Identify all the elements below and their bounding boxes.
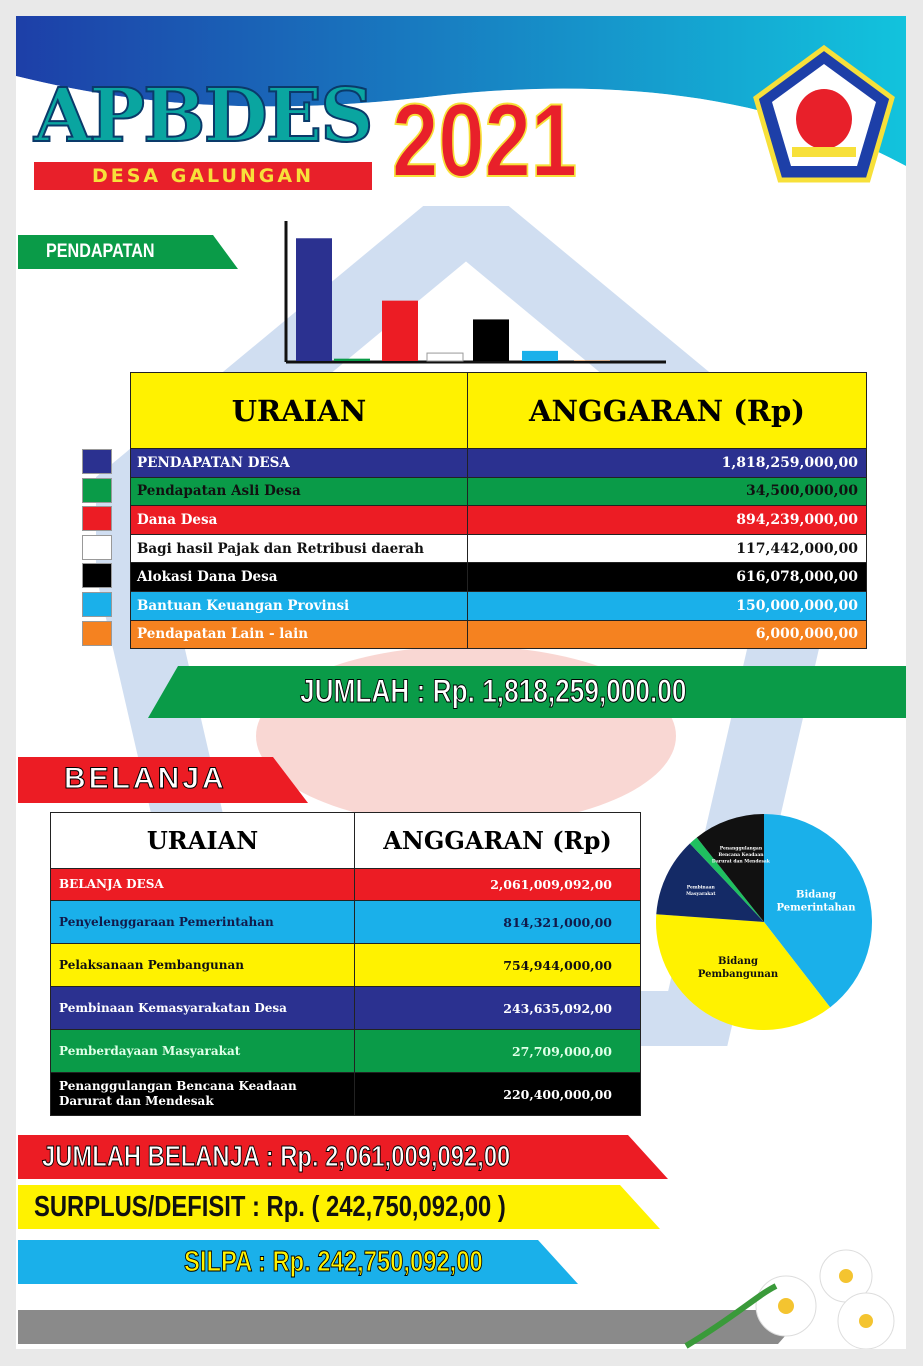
row-label: BELANJA DESA (51, 869, 355, 901)
poster (16, 16, 906, 1349)
row-label: Dana Desa (131, 506, 468, 535)
table-row (131, 591, 867, 620)
row-value: 814,321,000,00 (355, 901, 641, 944)
bar (382, 301, 418, 361)
legend-swatch (82, 535, 112, 560)
row-label: Bagi hasil Pajak dan Retribusi daerah (131, 534, 468, 563)
row-value: 616,078,000,00 (468, 563, 867, 592)
row-value: 2,061,009,092,00 (355, 869, 641, 901)
pendapatan-table (130, 372, 867, 649)
row-label: Bantuan Keuangan Provinsi (131, 591, 468, 620)
row-label: Pemberdayaan Masyarakat (51, 1030, 355, 1073)
row-label: PENDAPATAN DESA (131, 449, 468, 478)
table-row (131, 449, 867, 478)
table-row (131, 506, 867, 535)
row-label: Penyelenggaraan Pemerintahan (51, 901, 355, 944)
row-label: Pendapatan Lain - lain (131, 620, 468, 649)
table-row (51, 944, 641, 987)
legend-swatch (82, 621, 112, 646)
belanja-total: JUMLAH BELANJA : Rp. 2,061,009,092,00 (42, 1141, 511, 1173)
row-value: 894,239,000,00 (468, 506, 867, 535)
belanja-table (50, 812, 641, 1116)
legend-swatch (82, 478, 112, 503)
col-anggaran: ANGGARAN (Rp) (355, 813, 641, 869)
table-row (51, 1073, 641, 1116)
row-label: Pembinaan Kemasyarakatan Desa (51, 987, 355, 1030)
table-row (51, 869, 641, 901)
belanja-label: BELANJA (64, 762, 227, 795)
legend-swatch (82, 563, 112, 588)
row-value: 754,944,000,00 (355, 944, 641, 987)
table-row (131, 477, 867, 506)
table-row (51, 987, 641, 1030)
table-row (51, 1030, 641, 1073)
bar (522, 351, 558, 361)
pie-label: Bidang Pemerintahan (776, 889, 856, 914)
legend-swatch (82, 592, 112, 617)
silpa: SILPA : Rp. 242,750,092,00 (184, 1246, 483, 1278)
pie-label: Bidang Pembangunan (697, 955, 779, 980)
row-label: Penanggulangan Bencana Keadaan Darurat dan Mendesak (51, 1073, 355, 1116)
table-row (131, 563, 867, 592)
col-anggaran: ANGGARAN (Rp) (468, 373, 867, 449)
belanja-pie-chart (652, 810, 876, 1034)
year: 2021 (392, 83, 578, 199)
col-uraian: URAIAN (131, 373, 468, 449)
bar (334, 359, 370, 361)
pendapatan-label: PENDAPATAN (46, 241, 155, 262)
row-value: 1,818,259,000,00 (468, 449, 867, 478)
bar (427, 353, 463, 361)
row-value: 27,709,000,00 (355, 1030, 641, 1073)
frangipani-flowers (676, 1196, 906, 1349)
table-row (51, 901, 641, 944)
row-value: 150,000,000,00 (468, 591, 867, 620)
surplus-defisit: SURPLUS/DEFISIT : Rp. ( 242,750,092,00 ) (34, 1191, 506, 1223)
col-uraian: URAIAN (51, 813, 355, 869)
bar (473, 319, 509, 361)
subtitle: DESA GALUNGAN (34, 162, 372, 190)
table-row (131, 620, 867, 649)
row-value: 34,500,000,00 (468, 477, 867, 506)
pendapatan-total: JUMLAH : Rp. 1,818,259,000.00 (300, 673, 687, 709)
legend-swatch (82, 449, 112, 474)
row-value: 243,635,092,00 (355, 987, 641, 1030)
row-value: 220,400,000,00 (355, 1073, 641, 1116)
row-value: 6,000,000,00 (468, 620, 867, 649)
legend-swatch (82, 506, 112, 531)
row-label: Pelaksanaan Pembangunan (51, 944, 355, 987)
bar (296, 238, 332, 361)
pie-label: Pembinaan Masyarakat (686, 885, 716, 898)
pie-label: Penanggulangan Bencana Keadaan Darurat dan Mendesak (711, 846, 770, 865)
pendapatan-bar-chart (266, 221, 666, 371)
row-label: Alokasi Dana Desa (131, 563, 468, 592)
row-label: Pendapatan Asli Desa (131, 477, 468, 506)
logo (752, 44, 896, 184)
table-row (131, 534, 867, 563)
title: APBDES (34, 73, 372, 159)
row-value: 117,442,000,00 (468, 534, 867, 563)
